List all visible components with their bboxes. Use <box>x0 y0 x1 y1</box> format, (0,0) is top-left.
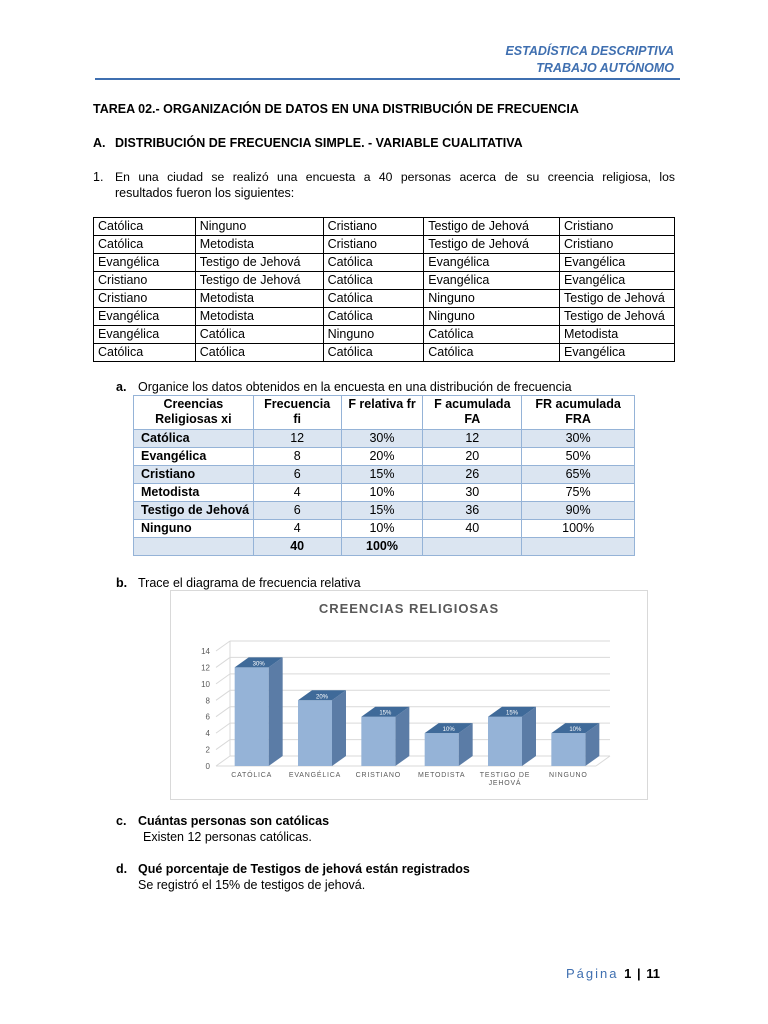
x-tick-label: EVANGÉLICA <box>288 772 342 779</box>
header-line-2: TRABAJO AUTÓNOMO <box>536 61 674 75</box>
y-tick-label: 8 <box>205 696 210 706</box>
section-a-label: A. <box>93 136 106 150</box>
survey-cell: Metodista <box>195 236 323 254</box>
survey-row <box>94 272 675 290</box>
gridline-side <box>216 756 230 766</box>
bar-data-label: 15% <box>379 710 392 717</box>
problem-statement-line-1: En una ciudad se realizó una encuesta a 40 personas acerca de su creencia religiosa, los <box>115 170 675 184</box>
survey-cell: Metodista <box>195 308 323 326</box>
bar-data-label: 10% <box>442 727 455 734</box>
item-a-text: Organice los datos obtenidos en la encuesta en una distribución de frecuencia <box>138 380 572 394</box>
freq-cell: 12 <box>253 430 341 448</box>
gridline-side <box>216 707 230 717</box>
y-tick-label: 2 <box>205 745 210 755</box>
freq-cell: 10% <box>341 484 423 502</box>
gridline-side <box>216 740 230 750</box>
survey-cell: Ninguno <box>424 308 560 326</box>
freq-cell: 15% <box>341 502 423 520</box>
freq-cell: 36 <box>423 502 522 520</box>
bar <box>425 733 459 766</box>
y-tick-label: 12 <box>201 663 210 673</box>
survey-cell: Católica <box>323 272 424 290</box>
freq-cell: 4 <box>253 484 341 502</box>
x-tick-label: CRISTIANO <box>355 772 401 779</box>
x-tick-label: CATÓLICA <box>231 772 273 779</box>
freq-cell: 12 <box>423 430 522 448</box>
survey-cell: Católica <box>94 236 196 254</box>
freq-header-cell <box>423 396 522 430</box>
freq-row <box>134 520 635 538</box>
freq-cell: Testigo de Jehová <box>134 502 254 520</box>
item-d-label: d. <box>116 862 128 876</box>
freq-cell: 50% <box>522 448 635 466</box>
survey-cell: Testigo de Jehová <box>560 308 675 326</box>
survey-cell: Católica <box>424 326 560 344</box>
survey-row <box>94 344 675 362</box>
footer-separator: | <box>636 966 641 981</box>
survey-cell: Católica <box>195 344 323 362</box>
item-c-question: Cuántas personas son católicas <box>138 814 330 828</box>
freq-header-line-1: FR acumulada <box>535 397 621 411</box>
survey-cell: Católica <box>323 344 424 362</box>
item-a-label: a. <box>116 380 127 394</box>
item-c-label: c. <box>116 814 127 828</box>
freq-cell <box>522 538 635 556</box>
freq-cell: 30% <box>522 430 635 448</box>
freq-row <box>134 538 635 556</box>
bar-data-label: 30% <box>252 661 265 668</box>
document-header <box>505 43 674 77</box>
frequency-table <box>133 395 635 556</box>
freq-cell: 30 <box>423 484 522 502</box>
survey-cell: Católica <box>323 308 424 326</box>
freq-row <box>134 430 635 448</box>
x-tick-label: METODISTA <box>417 772 466 779</box>
survey-cell: Ninguno <box>195 218 323 236</box>
x-tick-label: TESTIGO DE <box>479 772 531 779</box>
freq-row <box>134 448 635 466</box>
freq-cell: Ninguno <box>134 520 254 538</box>
bar-data-label: 20% <box>315 694 329 701</box>
survey-cell: Metodista <box>195 290 323 308</box>
survey-cell: Evangélica <box>424 254 560 272</box>
y-tick-label: 0 <box>205 762 210 771</box>
survey-row <box>94 236 675 254</box>
freq-cell: 30% <box>341 430 423 448</box>
freq-cell: 20% <box>341 448 423 466</box>
bar <box>361 717 395 766</box>
freq-header-line-2: fi <box>293 412 301 426</box>
bar-side <box>269 657 283 766</box>
freq-header-cell <box>341 396 423 430</box>
problem-statement-line-2: resultados fueron los siguientes: <box>115 186 295 200</box>
survey-cell: Ninguno <box>424 290 560 308</box>
survey-cell: Cristiano <box>560 236 675 254</box>
survey-row <box>94 290 675 308</box>
survey-cell: Cristiano <box>94 290 196 308</box>
freq-cell <box>423 538 522 556</box>
y-tick-label: 4 <box>205 729 210 739</box>
survey-cell: Cristiano <box>323 236 424 254</box>
survey-cell: Evangélica <box>560 272 675 290</box>
y-tick-label: 10 <box>201 679 210 689</box>
item-b-label: b. <box>116 576 128 590</box>
item-b-text: Trace el diagrama de frecuencia relativa <box>138 576 361 590</box>
header-line-1: ESTADÍSTICA DESCRIPTIVA <box>505 44 674 58</box>
freq-header-cell <box>134 396 254 430</box>
freq-cell: 40 <box>423 520 522 538</box>
freq-header-line-1: F acumulada <box>434 397 511 411</box>
footer-page-number: 1 <box>624 966 632 981</box>
bar-side <box>332 690 346 766</box>
survey-cell: Cristiano <box>560 218 675 236</box>
survey-cell: Ninguno <box>323 326 424 344</box>
survey-cell: Evangélica <box>94 308 196 326</box>
survey-cell: Cristiano <box>94 272 196 290</box>
x-tick-label: NINGUNO <box>549 772 588 779</box>
relative-frequency-chart <box>170 590 648 800</box>
freq-header-line-1: Creencias <box>163 397 224 411</box>
gridline-side <box>216 690 230 700</box>
freq-cell: 100% <box>341 538 423 556</box>
survey-cell: Testigo de Jehová <box>560 290 675 308</box>
bar <box>488 717 522 766</box>
survey-cell: Católica <box>323 254 424 272</box>
bar <box>235 667 269 766</box>
freq-cell: 6 <box>253 502 341 520</box>
section-a-heading: DISTRIBUCIÓN DE FRECUENCIA SIMPLE. - VARIABLE CUALITATIVA <box>115 136 523 150</box>
item-d-question: Qué porcentaje de Testigos de jehová están registrados <box>138 862 470 876</box>
survey-cell: Evangélica <box>94 326 196 344</box>
freq-cell <box>134 538 254 556</box>
survey-cell: Católica <box>94 218 196 236</box>
bar <box>551 733 585 766</box>
freq-cell: 8 <box>253 448 341 466</box>
page-footer <box>566 966 660 981</box>
y-tick-label: 6 <box>205 712 210 722</box>
freq-row <box>134 484 635 502</box>
survey-cell: Testigo de Jehová <box>424 236 560 254</box>
freq-cell: Católica <box>134 430 254 448</box>
survey-cell: Católica <box>195 326 323 344</box>
survey-cell: Católica <box>323 290 424 308</box>
footer-page-label: Página <box>566 966 619 981</box>
gridline-side <box>216 657 230 667</box>
freq-cell: 4 <box>253 520 341 538</box>
survey-cell: Cristiano <box>323 218 424 236</box>
bar-side <box>395 707 409 766</box>
survey-row <box>94 326 675 344</box>
freq-cell: 100% <box>522 520 635 538</box>
freq-cell: 6 <box>253 466 341 484</box>
survey-cell: Católica <box>94 344 196 362</box>
survey-cell: Evangélica <box>560 254 675 272</box>
survey-cell: Testigo de Jehová <box>195 272 323 290</box>
gridline-side <box>216 641 230 651</box>
survey-row <box>94 254 675 272</box>
survey-cell: Católica <box>424 344 560 362</box>
freq-header-line-2: FRA <box>565 412 591 426</box>
freq-cell: Evangélica <box>134 448 254 466</box>
gridline-side <box>216 723 230 733</box>
survey-cell: Evangélica <box>560 344 675 362</box>
gridline-side <box>216 674 230 684</box>
survey-cell: Evangélica <box>424 272 560 290</box>
x-tick-label: JEHOVÁ <box>488 780 522 787</box>
item-d-answer: Se registró el 15% de testigos de jehová. <box>138 878 366 892</box>
freq-header-line-2: Religiosas xi <box>155 412 232 426</box>
problem-number: 1. <box>93 170 104 184</box>
freq-cell: 10% <box>341 520 423 538</box>
freq-cell: 26 <box>423 466 522 484</box>
freq-cell: Cristiano <box>134 466 254 484</box>
freq-header-cell <box>253 396 341 430</box>
page-title: TAREA 02.- ORGANIZACIÓN DE DATOS EN UNA DISTRIBUCIÓN DE FRECUENCIA <box>93 102 579 116</box>
freq-header-line-1: Frecuencia <box>264 397 331 411</box>
freq-cell: 15% <box>341 466 423 484</box>
freq-header-cell <box>522 396 635 430</box>
y-tick-label: 14 <box>201 647 210 656</box>
chart-svg <box>171 591 647 799</box>
freq-cell: 90% <box>522 502 635 520</box>
survey-row <box>94 218 675 236</box>
freq-cell: 65% <box>522 466 635 484</box>
chart-title: CREENCIAS RELIGIOSAS <box>318 601 500 616</box>
freq-row <box>134 502 635 520</box>
item-c-answer: Existen 12 personas católicas. <box>143 830 312 844</box>
survey-data-table <box>93 217 675 362</box>
survey-row <box>94 308 675 326</box>
freq-cell: 40 <box>253 538 341 556</box>
freq-cell: 20 <box>423 448 522 466</box>
bar-data-label: 10% <box>569 727 582 734</box>
survey-cell: Testigo de Jehová <box>424 218 560 236</box>
bar-data-label: 15% <box>505 710 519 717</box>
bar <box>298 700 332 766</box>
freq-cell: Metodista <box>134 484 254 502</box>
footer-page-total: 11 <box>646 966 660 981</box>
freq-header-line-2: FA <box>464 412 481 426</box>
freq-row <box>134 466 635 484</box>
survey-cell: Metodista <box>560 326 675 344</box>
floor-right-edge <box>596 756 610 766</box>
survey-cell: Testigo de Jehová <box>195 254 323 272</box>
bar-side <box>522 707 536 766</box>
freq-header-line-1: F relativa fr <box>348 397 416 411</box>
header-divider <box>95 78 680 80</box>
freq-cell: 75% <box>522 484 635 502</box>
survey-cell: Evangélica <box>94 254 196 272</box>
